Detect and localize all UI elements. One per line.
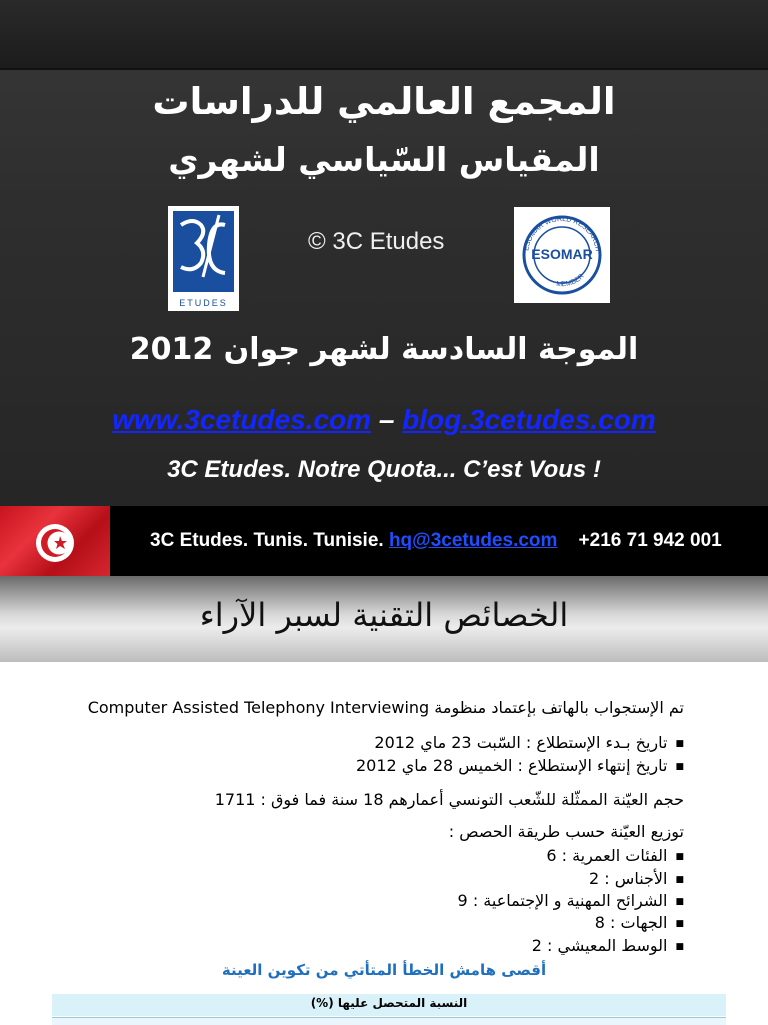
website-link[interactable]: www.3cetudes.com bbox=[112, 404, 372, 435]
copyright-text: © 3C Etudes bbox=[308, 228, 445, 255]
quota-environment: ■ الوسط المعيشي : 2 bbox=[532, 936, 684, 955]
link-separator: – bbox=[378, 404, 395, 435]
company-location: 3C Etudes. Tunis. Tunisie. bbox=[150, 530, 384, 551]
email-link[interactable]: hq@3cetudes.com bbox=[388, 530, 558, 551]
start-date: ■ تاريخ بـدء الإستطلاع : السّبت 23 ماي 2012 bbox=[374, 733, 684, 752]
esomar-wordmark: ESOMAR bbox=[531, 246, 593, 262]
quota-age: ■ الفئات العمرية : 6 bbox=[546, 846, 684, 865]
sample-size: حجم العيّنة الممثّلة للشّعب التونسي أعمارهم 18 سنة فما فوق : 1711 bbox=[214, 790, 684, 809]
end-date: ■ تاريخ إنتهاء الإستطلاع : الخميس 28 ماي 2012 bbox=[356, 756, 684, 775]
logo-caption: ETUDES bbox=[179, 298, 228, 308]
slide2-body bbox=[60, 0, 684, 1024]
table-header-label: النسبة المتحصل عليها (%) bbox=[310, 996, 468, 1010]
quota-gender: ■ الأجناس : 2 bbox=[589, 869, 684, 888]
margin-table-header bbox=[52, 994, 726, 1016]
margin-of-error-title: أقصى هامش الخطأ المتأتي من تكوين العينة bbox=[221, 961, 547, 979]
quota-socio: ■ الشرائح المهنية و الإجتماعية : 9 bbox=[458, 891, 684, 910]
quota-regions: ■ الجهات : 8 bbox=[595, 913, 684, 932]
esomar-ring-top: ESOMAR WORLD RESEARCH bbox=[523, 215, 601, 253]
title-line-1: المجمع العالمي للدراسات bbox=[152, 80, 616, 123]
phone-number: +216 71 942 001 bbox=[578, 530, 722, 551]
wave-title: الموجة السادسة لشهر جوان 2012 bbox=[129, 332, 639, 367]
intro-line: تم الإستجواب بالهاتف بإعتماد منظومة Computer Assisted Telephony Interviewing bbox=[87, 698, 684, 717]
blog-link[interactable]: blog.3cetudes.com bbox=[402, 404, 656, 435]
slide2-title: الخصائص التقنية لسبر الآراء bbox=[199, 596, 569, 634]
tagline: 3C Etudes. Notre Quota... C’est Vous ! bbox=[167, 456, 601, 483]
esomar-ring-bottom: MEMBER bbox=[555, 272, 586, 289]
title-line-2: المقياس السّياسي لشهري bbox=[168, 140, 600, 179]
quota-title: توزيع العيّنة حسب طريقة الحصص : bbox=[448, 822, 684, 841]
